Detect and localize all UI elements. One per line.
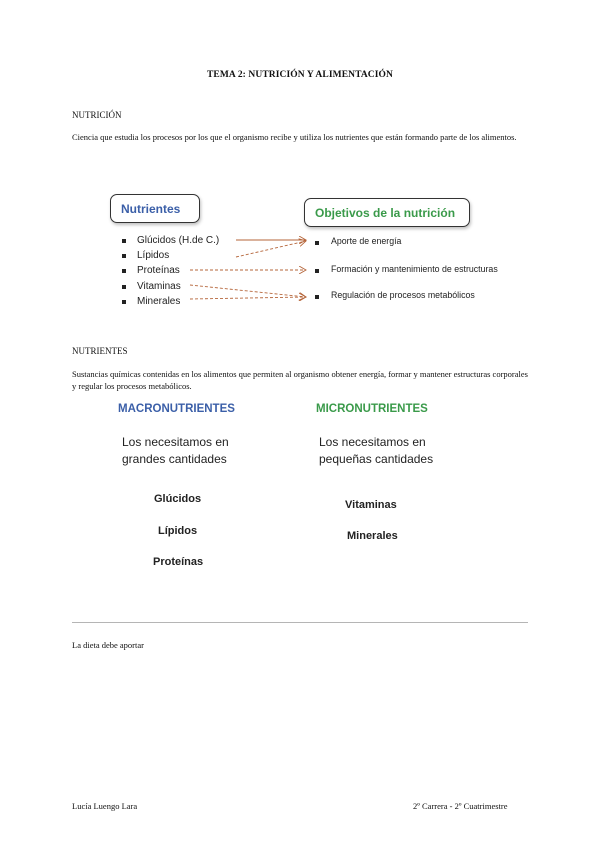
nutrient-item: Lípidos xyxy=(122,248,219,263)
objective-item: Formación y mantenimiento de estructuras xyxy=(315,264,498,274)
objective-item: Regulación de procesos metabólicos xyxy=(315,290,475,300)
document-title: TEMA 2: NUTRICIÓN Y ALIMENTACIÓN xyxy=(206,70,393,80)
nutrientes-box xyxy=(110,194,200,223)
footer-course: 2º Carrera - 2º Cuatrimestre xyxy=(413,801,508,811)
objective-item: Aporte de energía xyxy=(315,236,401,246)
micronutriente-item: Minerales xyxy=(347,530,398,542)
nutrientes-definition: Sustancias químicas contenidas en los alimentos que permiten al organismo obtener energía, formar y mantener estructuras corporales y regular los procesos metabólicos. xyxy=(72,369,528,391)
nutrient-item: Minerales xyxy=(122,294,219,309)
macronutriente-item: Glúcidos xyxy=(154,493,202,505)
dieta-text: La dieta debe aportar xyxy=(72,640,144,650)
nutricion-definition: Ciencia que estudia los procesos por los que el organismo recibe y utiliza los nutrientes que están formando parte de los alimentos. xyxy=(72,132,517,142)
nutrientes-box-label: Nutrientes xyxy=(121,201,181,216)
macronutrientes-description: Los necesitamos en grandes cantidades xyxy=(122,435,229,466)
objetivos-box xyxy=(304,198,470,227)
nutrient-list xyxy=(122,233,219,309)
section-divider xyxy=(72,622,528,623)
nutrient-item: Vitaminas xyxy=(122,279,219,294)
macronutrientes-title: MACRONUTRIENTES xyxy=(118,403,235,415)
micronutriente-item: Vitaminas xyxy=(345,499,397,511)
section-heading-nutrientes: NUTRIENTES xyxy=(72,346,128,356)
macronutriente-item: Proteínas xyxy=(153,556,204,568)
objetivos-box-label: Objetivos de la nutrición xyxy=(315,205,456,220)
section-heading-nutricion: NUTRICIÓN xyxy=(72,110,122,120)
nutrient-item: Proteínas xyxy=(122,263,219,278)
nutrient-item: Glúcidos (H.de C.) xyxy=(122,233,219,248)
footer-author: Lucía Luengo Lara xyxy=(72,801,138,811)
macronutriente-item: Lípidos xyxy=(158,525,198,537)
arrow-lipidos-energia xyxy=(236,241,306,257)
micronutrientes-title: MICRONUTRIENTES xyxy=(316,403,428,415)
micronutrientes-description: Los necesitamos en pequeñas cantidades xyxy=(319,435,434,466)
